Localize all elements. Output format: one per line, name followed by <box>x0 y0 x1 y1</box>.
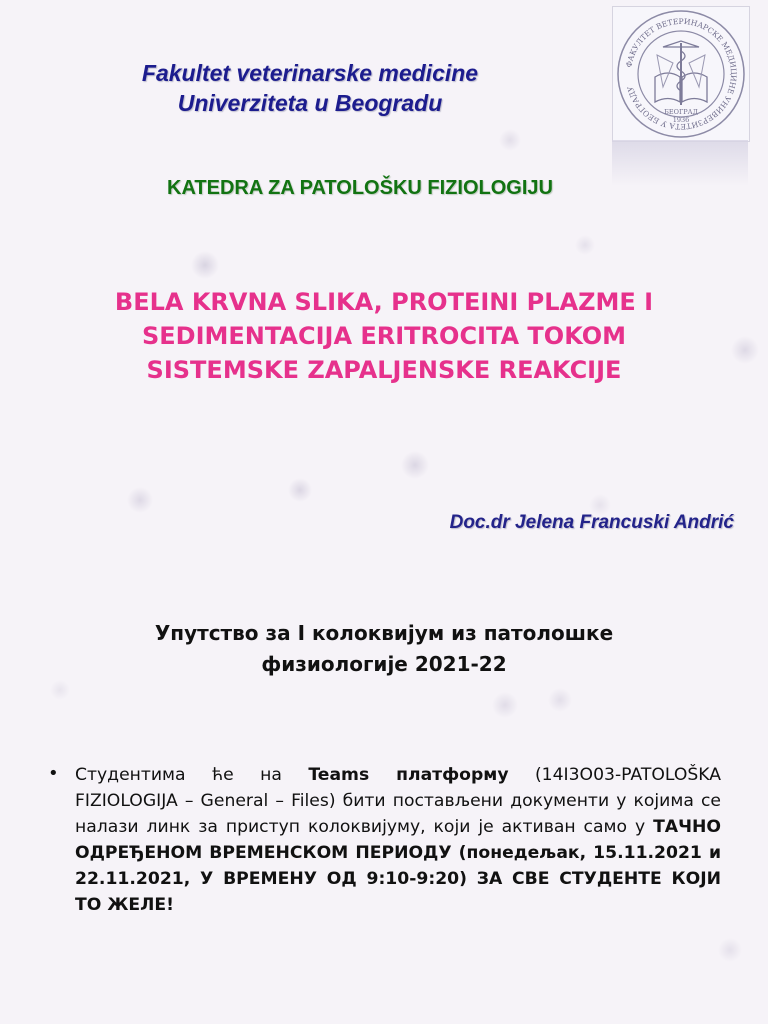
faculty-line-1: Fakultet veterinarske medicine <box>141 60 479 86</box>
instructions-heading <box>40 618 728 680</box>
seal-ring-text: ФАКУЛТЕТ ВЕТЕРИНАРСКЕ МЕДИЦИНЕ УНИВЕРЗИТЕТА У БЕОГРАДУ <box>624 16 739 132</box>
bullet-icon: • <box>48 763 59 784</box>
title-line-2: SEDIMENTACIJA ERITROCITA TOKOM <box>142 322 626 350</box>
department-name: KATEDRA ZA PATOLOŠKU FIZIOLOGIJU <box>167 177 553 199</box>
instructions-heading-line-1: Упутство за I колоквијум из патолошке <box>154 621 614 645</box>
title-line-3: SISTEMSKE ZAPALJENSKE REAKCIJE <box>146 356 622 384</box>
instruction-bullet <box>48 762 721 918</box>
faculty-seal-icon <box>613 7 749 141</box>
bullet-text <box>75 762 721 918</box>
author-name: Doc.dr Jelena Francuski Andrić <box>449 512 734 533</box>
bullet-bold-period: ТАЧНО ОДРЕЂЕНОМ ВРЕМЕНСКОМ ПЕРИОДУ (понедељак, 15.11.2021 и 22.11.2021, У ВРЕМЕНУ ОД 9:10-9:20) ЗА СВЕ СТУДЕНТЕ КОЈИ ТО ЖЕЛЕ! <box>75 817 721 915</box>
seal-city: БЕОГРАД <box>664 108 698 116</box>
title-line-1: BELA KRVNA SLIKA, PROTEINI PLAZME I <box>114 288 654 316</box>
bullet-bold-platform: Teams платформу <box>308 765 509 785</box>
bullet-text-part-2: (14I3O03-PATOLOŠKA FIZIOLOGIJA – General – Files) бити постављени документи у којима се налази линк за приступ колоквијуму, који је активан само у <box>75 765 721 837</box>
presentation-title <box>30 285 738 387</box>
faculty-line-2: Univerziteta u Beogradu <box>177 90 443 116</box>
faculty-name <box>40 58 580 118</box>
seal-year: 1936 <box>672 116 690 124</box>
bullet-text-part-1: Студентима ће на <box>75 765 309 785</box>
instructions-heading-line-2: физиологије 2021-22 <box>261 652 507 676</box>
faculty-logo <box>612 6 750 142</box>
